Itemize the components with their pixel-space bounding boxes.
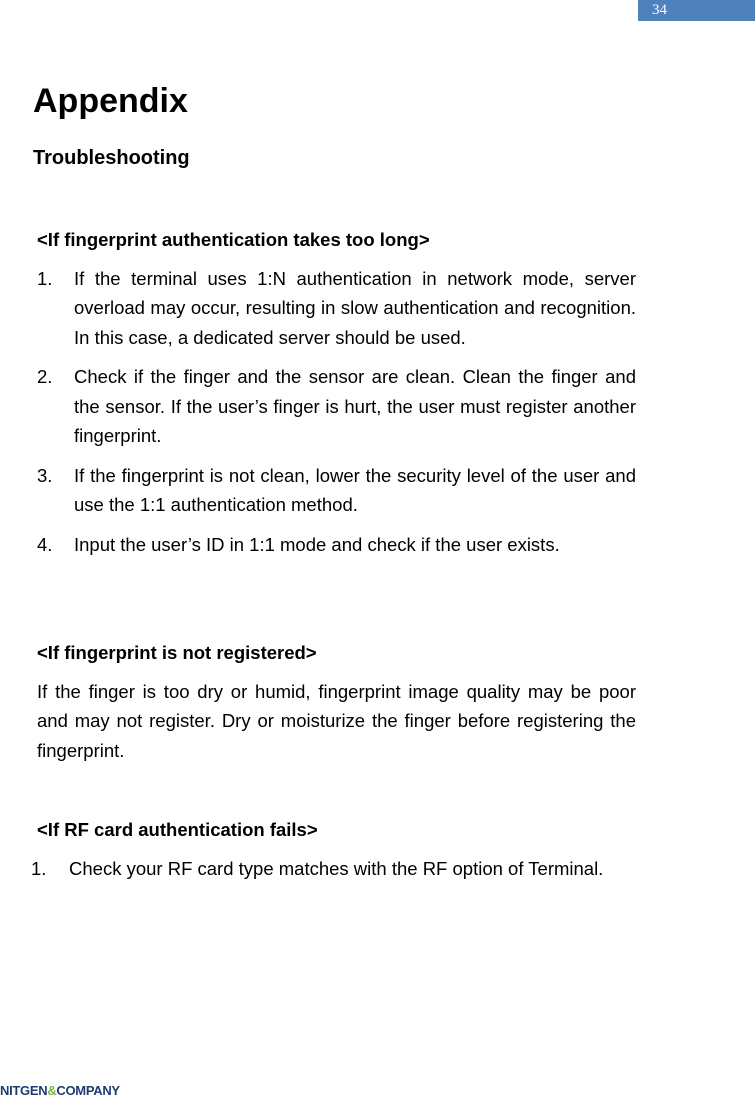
fingerprint-not-registered-section [37, 638, 636, 765]
list-item-text: Check if the finger and the sensor are clean. Clean the finger and the sensor. If the user’s finger is hurt, the user must register another fingerprint. [74, 366, 636, 446]
fingerprint-slow-list [37, 264, 636, 560]
rf-card-list [31, 854, 636, 884]
page-number-tab [638, 0, 755, 21]
list-item [37, 530, 636, 560]
list-item [31, 854, 636, 884]
section-title: Troubleshooting [33, 147, 190, 169]
fingerprint-slow-section [37, 225, 636, 559]
list-item-text: Input the user’s ID in 1:1 mode and check if the user exists. [74, 533, 560, 555]
list-item-number: 4. [37, 533, 53, 555]
page-title: Appendix [33, 82, 188, 120]
fingerprint-slow-heading: <If fingerprint authentication takes too long> [37, 229, 430, 250]
rf-card-heading: <If RF card authentication fails> [37, 819, 318, 840]
list-item [37, 362, 636, 451]
fingerprint-not-registered-heading: <If fingerprint is not registered> [37, 642, 317, 663]
list-item-text: If the terminal uses 1:N authentication in network mode, server overload may occur, resulting in slow authentication and recognition. In this case, a dedicated server should be used. [74, 267, 636, 348]
rf-card-section [31, 815, 636, 883]
list-item-text: If the fingerprint is not clean, lower the security level of the user and use the 1:1 authentication method. [74, 464, 636, 515]
list-item-number: 2. [37, 366, 53, 387]
logo-text-company: COMPANY [56, 1083, 120, 1098]
list-item [37, 264, 636, 353]
list-item [37, 461, 636, 520]
logo-ampersand: & [47, 1083, 57, 1098]
list-item-number: 1. [37, 267, 53, 289]
list-item-number: 1. [31, 857, 47, 879]
list-item-text: Check your RF card type matches with the RF option of Terminal. [69, 857, 604, 879]
page-number: 34 [652, 2, 667, 18]
logo-text-nitgen: NITGEN [0, 1083, 48, 1098]
list-item-number: 3. [37, 464, 53, 486]
fingerprint-not-registered-text: If the finger is too dry or humid, fingerprint image quality may be poor and may not register. Dry or moisturize the finger before registering the fingerprint. [37, 680, 636, 761]
